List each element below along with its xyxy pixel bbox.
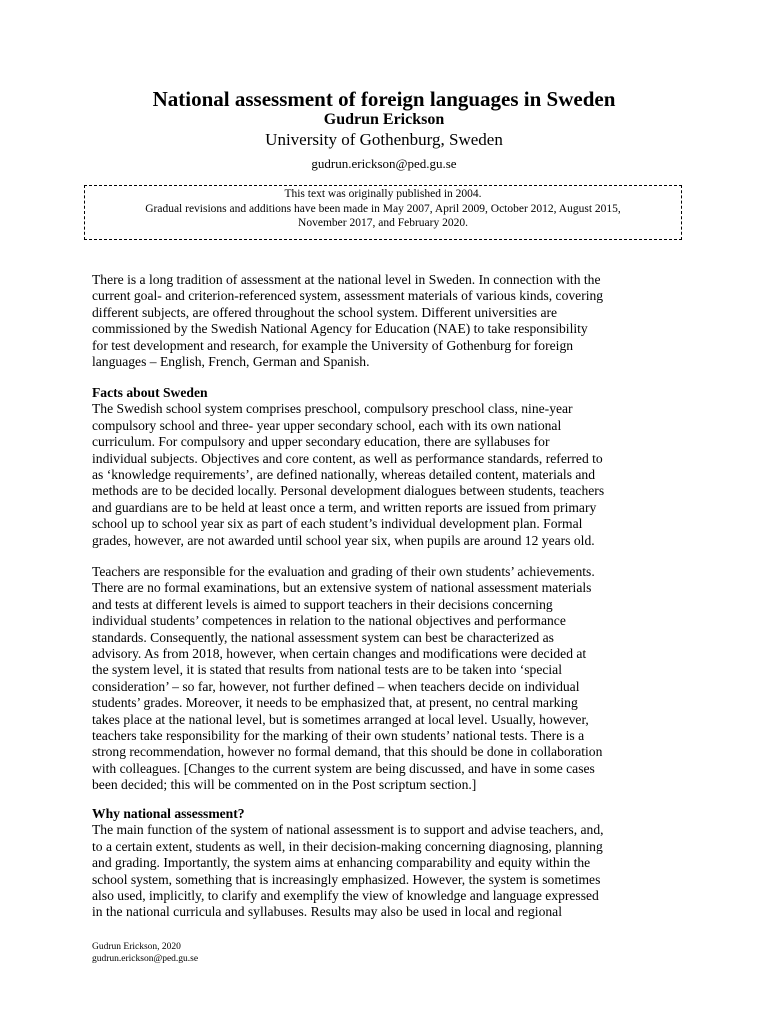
paragraph-line: The Swedish school system comprises preschool, compulsory preschool class, nine-year bbox=[92, 401, 573, 417]
paragraph-line: and guardians are to be held at least once a term, and written reports are issued from primary bbox=[92, 499, 597, 515]
section-heading: Why national assessment? bbox=[92, 806, 245, 821]
paragraph-line: different subjects, are offered throughout the school system. Different universities are bbox=[92, 304, 558, 320]
page-footer bbox=[92, 941, 198, 965]
paragraph-line: teachers take responsibility for the marking of their own students’ national tests. There is a bbox=[92, 728, 585, 744]
document-title: National assessment of foreign languages in Sweden bbox=[152, 87, 616, 111]
paragraph-line: current goal- and criterion-referenced system, assessment materials of various kinds, covering bbox=[92, 288, 604, 304]
paragraph-line: curriculum. For compulsory and upper secondary education, there are syllabuses for bbox=[92, 434, 550, 450]
author-email: gudrun.erickson@ped.gu.se bbox=[311, 156, 457, 171]
author-name: Gudrun Erickson bbox=[323, 111, 445, 128]
paragraph-line: school system, something that is increasingly emphasized. However, the system is sometimes bbox=[92, 871, 601, 887]
paragraph-line: takes place at the national level, but is sometimes arranged at local level. Usually, however, bbox=[92, 711, 589, 727]
paragraph-line: been decided; this will be commented on in the Post scriptum section.] bbox=[92, 777, 477, 793]
paragraph-line: commissioned by the Swedish National Agency for Education (NAE) to take responsibility bbox=[92, 321, 588, 337]
paragraph-line: students’ grades. Moreover, it needs to be emphasized that, at present, no central marking bbox=[92, 695, 578, 711]
paragraph-line: and grading. Importantly, the system aims at enhancing comparability and equity within the bbox=[92, 855, 591, 871]
paragraph-line: individual subjects. Objectives and core content, as well as performance standards, referred to bbox=[92, 450, 603, 466]
paragraph-line: the system level, it is stated that results from national tests are to be taken into ‘special bbox=[92, 662, 562, 678]
facts-section bbox=[92, 385, 678, 549]
paragraph-line: There are no formal examinations, but an extensive system of national assessment materials bbox=[92, 580, 592, 596]
paragraph-line: and tests at different levels is aimed to support teachers in their decisions concerning bbox=[92, 596, 553, 612]
paragraph-line: The main function of the system of national assessment is to support and advise teachers, and, bbox=[92, 822, 604, 838]
paragraph-line: as ‘knowledge requirements’, are defined nationally, whereas detailed content, materials and bbox=[92, 467, 596, 483]
paragraph-line: strong recommendation, however no formal demand, that this should be done in collaboration bbox=[92, 744, 603, 760]
notice-line: November 2017, and February 2020. bbox=[298, 217, 468, 229]
paragraph-line: to a certain extent, students as well, in their decision-making concerning diagnosing, planning bbox=[92, 838, 603, 854]
paragraph-line: Teachers are responsible for the evaluation and grading of their own students’ achievements. bbox=[92, 564, 595, 579]
teachers-paragraph bbox=[92, 564, 678, 794]
paragraph-line: There is a long tradition of assessment at the national level in Sweden. In connection with the bbox=[92, 272, 601, 287]
paragraph-line: languages – English, French, German and Spanish. bbox=[92, 354, 370, 370]
paragraph-line: advisory. As from 2018, however, when certain changes and modifications were decided at bbox=[92, 646, 587, 662]
why-section bbox=[92, 806, 678, 921]
section-heading: Facts about Sweden bbox=[92, 385, 208, 400]
footer-email: gudrun.erickson@ped.gu.se bbox=[92, 954, 199, 964]
paragraph-line: methods are to be decided locally. Personal development dialogues between students, teachers bbox=[92, 483, 605, 499]
paragraph-line: compulsory school and three- year upper secondary school, each with its own national bbox=[92, 417, 562, 433]
paragraph-line: standards. Consequently, the national assessment system can best be characterized as bbox=[92, 629, 554, 645]
notice-line: Gradual revisions and additions have been made in May 2007, April 2009, October 2012, August 2015, bbox=[145, 202, 621, 215]
intro-paragraph bbox=[92, 272, 678, 370]
publication-notice-box bbox=[84, 185, 682, 240]
paragraph-line: for test development and research, for example the University of Gothenburg for foreign bbox=[92, 337, 574, 353]
paragraph-line: school up to school year six as part of each student’s individual development plan. Formal bbox=[92, 516, 583, 532]
notice-line: This text was originally published in 2004. bbox=[284, 188, 482, 200]
paragraph-line: also used, implicitly, to clarify and exemplify the view of knowledge and language expressed bbox=[92, 888, 599, 904]
paragraph-line: with colleagues. [Changes to the current system are being discussed, and have in some cases bbox=[92, 760, 595, 776]
paragraph-line: consideration’ – so far, however, not further defined – when teachers decide on individual bbox=[92, 678, 580, 694]
footer-author-year: Gudrun Erickson, 2020 bbox=[92, 942, 181, 952]
author-affiliation: University of Gothenburg, Sweden bbox=[265, 130, 503, 149]
paragraph-line: grades, however, are not awarded until school year six, when pupils are around 12 years old. bbox=[92, 532, 595, 548]
paragraph-line: individual students’ competences in relation to the national objectives and performance bbox=[92, 613, 566, 629]
paragraph-line: in the national curricula and syllabuses. Results may also be used in local and regional bbox=[92, 904, 562, 920]
